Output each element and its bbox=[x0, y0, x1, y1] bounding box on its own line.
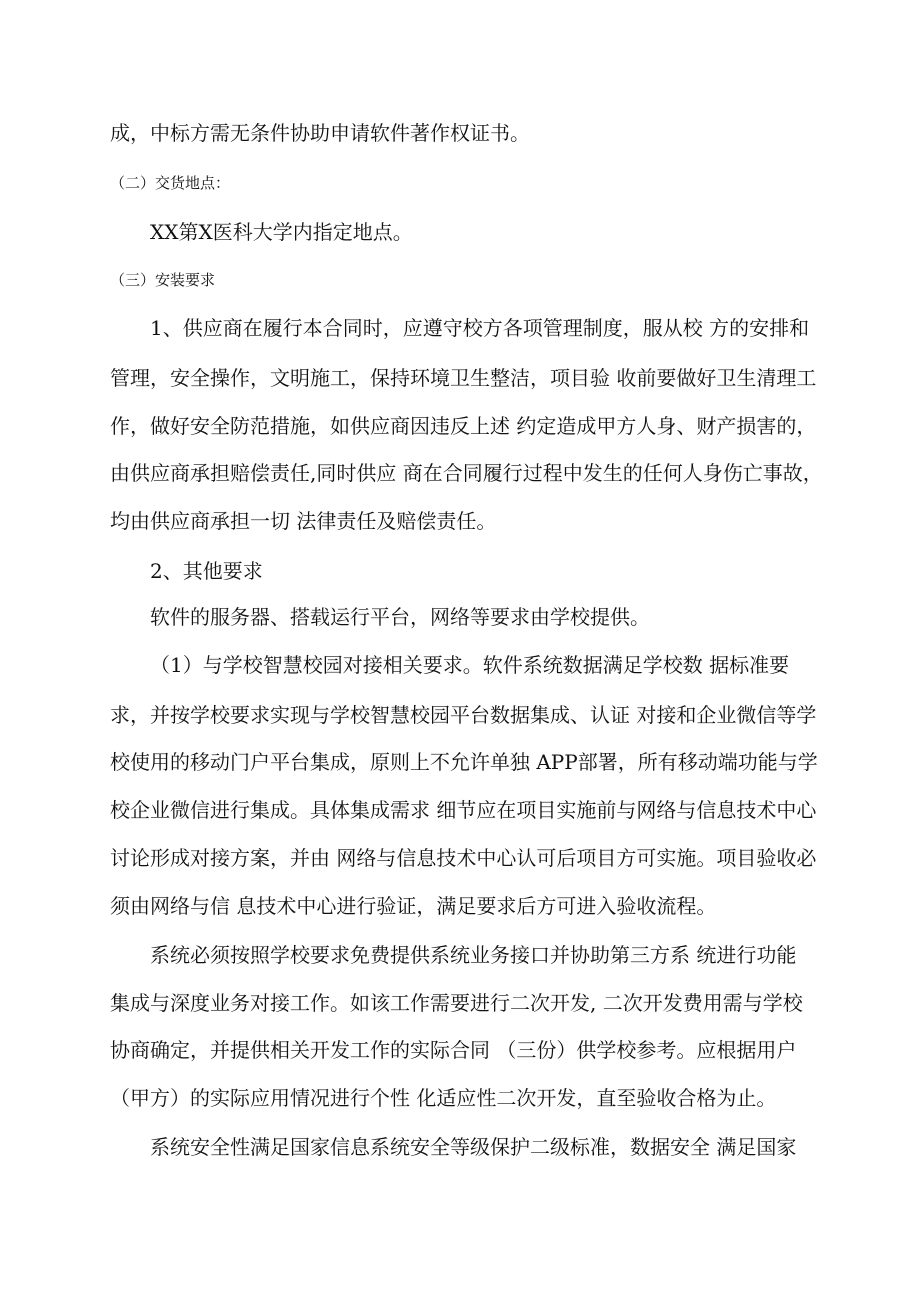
text-line: 系统安全性满足国家信息系统安全等级保护二级标准，数据安全 满足国家 bbox=[150, 1135, 797, 1159]
text-line: 讨论形成对接方案，并由 网络与信息技术中心认可后项目方可实施。项目验收必 bbox=[110, 846, 817, 870]
text-line: XX第X医科大学内指定地点。 bbox=[150, 220, 413, 244]
text-line: 求，并按学校要求实现与学校智慧校园平台数据集成、认证 对接和企业微信等学 bbox=[110, 703, 817, 727]
text-line: 作，做好安全防范措施，如供应商因违反上述 约定造成甲方人身、财产损害的， bbox=[110, 414, 817, 438]
text-line: （1）与学校智慧校园对接相关要求。软件系统数据满足学校数 据标准要 bbox=[150, 653, 790, 677]
text-line: 校使用的移动门户平台集成，原则上不允许单独 APP部署，所有移动端功能与学 bbox=[110, 750, 818, 774]
section-heading: （三）安装要求 bbox=[110, 271, 216, 289]
text-line: 系统必须按照学校要求免费提供系统业务接口并协助第三方系 统进行功能 bbox=[150, 943, 797, 967]
section-heading: （二）交货地点： bbox=[110, 174, 231, 192]
text-line: （甲方）的实际应用情况进行个性 化适应性二次开发，直至验收合格为止。 bbox=[110, 1086, 777, 1110]
text-line: 成，中标方需无条件协助申请软件著作权证书。 bbox=[110, 121, 530, 145]
text-line: 管理，安全操作，文明施工，保持环境卫生整洁，项目验 收前要做好卫生清理工 bbox=[110, 366, 817, 390]
text-line: 软件的服务器、搭载运行平台，网络等要求由学校提供。 bbox=[150, 605, 650, 629]
text-line: 1、供应商在履行本合同时，应遵守校方各项管理制度，服从校 方的安排和 bbox=[150, 316, 810, 340]
text-line: 均由供应商承担一切 法律责任及赔偿责任。 bbox=[110, 509, 497, 533]
text-line: 集成与深度业务对接工作。如该工作需要进行二次开发, 二次开发费用需与学校 bbox=[110, 991, 803, 1015]
text-line: 校企业微信进行集成。具体集成需求 细节应在项目实施前与网络与信息技术中心 bbox=[110, 798, 817, 822]
text-line: 由供应商承担赔偿责任,同时供应 商在合同履行过程中发生的任何人身伤亡事故， bbox=[110, 461, 823, 485]
text-line: 协商确定，并提供相关开发工作的实际合同 （三份）供学校参考。应根据用户 bbox=[110, 1038, 797, 1062]
text-line: 2、其他要求 bbox=[150, 559, 263, 583]
text-line: 须由网络与信 息技术中心进行验证，满足要求后方可进入验收流程。 bbox=[110, 894, 717, 918]
